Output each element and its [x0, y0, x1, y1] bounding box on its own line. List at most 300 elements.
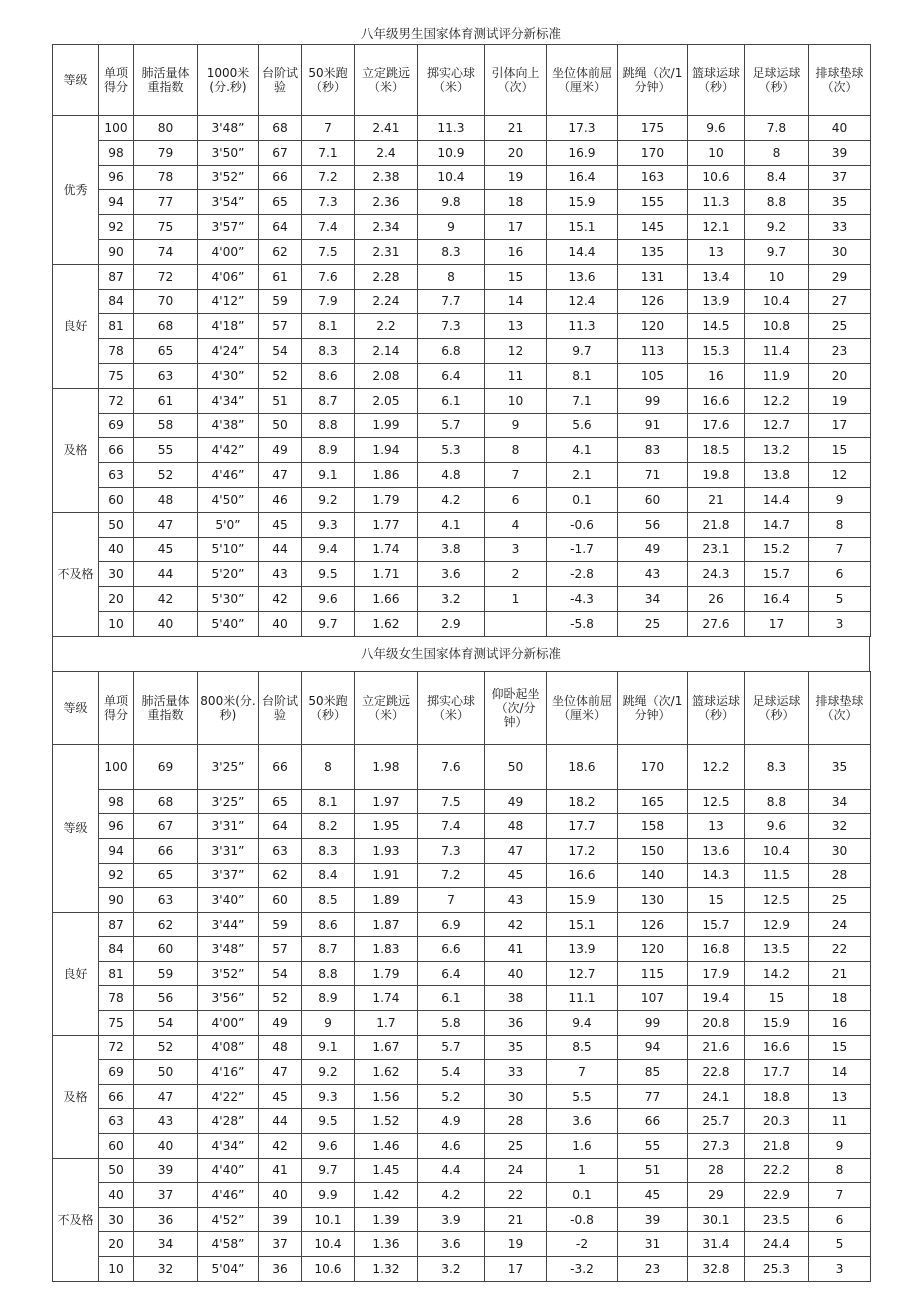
girls-table-cell: 38 [485, 986, 547, 1011]
girls-table-cell: 10.4 [302, 1232, 355, 1257]
girls-header-row [53, 671, 871, 744]
girls-table-cell: 4'34” [198, 1134, 259, 1159]
boys-header-cell: 等级 [53, 45, 99, 116]
boys-table-cell: 3 [809, 611, 871, 636]
boys-table-cell: 4 [485, 512, 547, 537]
boys-table-cell: 58 [134, 413, 198, 438]
girls-table-cell: 57 [259, 937, 302, 962]
boys-table-cell: 1.94 [355, 438, 418, 463]
boys-header-cell: 单项得分 [99, 45, 134, 116]
girls-table-cell: 15 [688, 888, 745, 913]
girls-header-cell: 掷实心球（米） [418, 671, 485, 744]
boys-table-cell: 33 [809, 215, 871, 240]
girls-table-cell: 43 [485, 888, 547, 913]
boys-table-cell: 2.05 [355, 388, 418, 413]
boys-table-cell: 91 [618, 413, 688, 438]
girls-table-cell: 0.1 [547, 1183, 618, 1208]
girls-table-cell: 7 [418, 888, 485, 913]
girls-table-cell: 13 [809, 1084, 871, 1109]
girls-header-cell: 800米(分.秒) [198, 671, 259, 744]
boys-table-cell: 126 [618, 289, 688, 314]
girls-table-cell: 5.8 [418, 1011, 485, 1036]
boys-table-cell: 3'57” [198, 215, 259, 240]
boys-table-cell: 8.1 [302, 314, 355, 339]
girls-table-cell: 60 [99, 1134, 134, 1159]
girls-table-cell: 17.9 [688, 961, 745, 986]
girls-table-cell: 3.6 [418, 1232, 485, 1257]
girls-header-cell: 台阶试验 [259, 671, 302, 744]
boys-table-cell: 3.6 [418, 562, 485, 587]
boys-table-cell: 23.1 [688, 537, 745, 562]
girls-table-cell: 107 [618, 986, 688, 1011]
boys-table-cell: 63 [99, 463, 134, 488]
boys-table-title: 八年级男生国家体育测试评分新标准 [360, 26, 561, 41]
girls-table-cell: 4'52” [198, 1207, 259, 1232]
boys-table-row [53, 463, 871, 488]
boys-level-cell: 不及格 [53, 512, 99, 636]
girls-table-cell: 40 [259, 1183, 302, 1208]
girls-header-cell: 坐位体前屈（厘米） [547, 671, 618, 744]
boys-table-cell: 40 [134, 611, 198, 636]
girls-table-cell: 1 [547, 1158, 618, 1183]
boys-table-cell: 2.2 [355, 314, 418, 339]
girls-header-cell: 等级 [53, 671, 99, 744]
boys-table-cell: 51 [259, 388, 302, 413]
girls-table-cell: 99 [618, 1011, 688, 1036]
boys-table-cell: 45 [134, 537, 198, 562]
girls-table-cell: 22.8 [688, 1060, 745, 1085]
boys-table-cell: 18 [485, 190, 547, 215]
girls-table-cell: 3'31” [198, 838, 259, 863]
boys-table-row [53, 264, 871, 289]
boys-table-cell: 37 [809, 165, 871, 190]
girls-table-cell: 77 [618, 1084, 688, 1109]
girls-table-cell: 3'56” [198, 986, 259, 1011]
girls-header-cell: 50米跑（秒） [302, 671, 355, 744]
boys-table-cell: 52 [259, 363, 302, 388]
girls-table-cell: 5.5 [547, 1084, 618, 1109]
boys-table-cell: 9.1 [302, 463, 355, 488]
girls-table-cell: 11 [809, 1109, 871, 1134]
boys-table-cell: 5'0” [198, 512, 259, 537]
boys-table-cell: 135 [618, 239, 688, 264]
girls-table-cell: 11.1 [547, 986, 618, 1011]
boys-table-cell: 61 [134, 388, 198, 413]
boys-table-cell: 47 [134, 512, 198, 537]
boys-table-cell: 65 [259, 190, 302, 215]
girls-table-cell: 4'40” [198, 1158, 259, 1183]
boys-table-cell: 11.3 [418, 116, 485, 141]
boys-table-cell: 8 [745, 140, 809, 165]
boys-table-cell: 0.1 [547, 487, 618, 512]
girls-table-cell: 30 [809, 838, 871, 863]
boys-table-cell: 6 [485, 487, 547, 512]
boys-table-cell: 8.8 [302, 413, 355, 438]
girls-table-cell: 1.56 [355, 1084, 418, 1109]
boys-table-cell: 6.8 [418, 339, 485, 364]
girls-table-cell: 66 [618, 1109, 688, 1134]
boys-table-cell: 3.8 [418, 537, 485, 562]
boys-table-cell: 66 [259, 165, 302, 190]
girls-table-cell: 23 [618, 1257, 688, 1282]
boys-table-cell: 9.5 [302, 562, 355, 587]
girls-header-cell: 仰卧起坐（次/分钟） [485, 671, 547, 744]
boys-table-cell: 7 [809, 537, 871, 562]
girls-table-cell: 28 [688, 1158, 745, 1183]
boys-table-cell: 2.31 [355, 239, 418, 264]
boys-table-cell: 15.3 [688, 339, 745, 364]
boys-table-cell: 99 [618, 388, 688, 413]
boys-level-cell: 优秀 [53, 116, 99, 265]
boys-table-cell: 78 [99, 339, 134, 364]
boys-table-cell: 16.4 [547, 165, 618, 190]
girls-table-cell: 4'16” [198, 1060, 259, 1085]
girls-table-cell: 40 [134, 1134, 198, 1159]
boys-level-cell: 良好 [53, 264, 99, 388]
boys-table-cell: 40 [259, 611, 302, 636]
boys-table-cell: 25 [618, 611, 688, 636]
girls-table-cell: 36 [259, 1257, 302, 1282]
girls-table-cell: 68 [134, 789, 198, 814]
boys-table-row [53, 562, 871, 587]
boys-table-cell: 5.7 [418, 413, 485, 438]
girls-table-row [53, 814, 871, 839]
boys-table-cell: 16.6 [688, 388, 745, 413]
girls-table-row [53, 1084, 871, 1109]
boys-table-cell: 113 [618, 339, 688, 364]
girls-table-cell: 1.45 [355, 1158, 418, 1183]
girls-table-cell: -0.8 [547, 1207, 618, 1232]
boys-table-row [53, 438, 871, 463]
girls-table-cell: 3'48” [198, 937, 259, 962]
girls-table-cell: 1.83 [355, 937, 418, 962]
girls-table-cell: 9.4 [547, 1011, 618, 1036]
girls-table-row [53, 1183, 871, 1208]
girls-table-cell: 37 [259, 1232, 302, 1257]
boys-table-cell: 10 [99, 611, 134, 636]
girls-table-cell: 56 [134, 986, 198, 1011]
boys-table-cell: 7.5 [302, 239, 355, 264]
girls-table-cell: 7.5 [418, 789, 485, 814]
boys-table-cell: 3 [485, 537, 547, 562]
girls-table-cell: 42 [259, 1134, 302, 1159]
boys-table-cell: 71 [618, 463, 688, 488]
boys-table-cell: 7.3 [302, 190, 355, 215]
girls-table-cell: 1.95 [355, 814, 418, 839]
girls-table-cell: 115 [618, 961, 688, 986]
boys-table-cell: 1.79 [355, 487, 418, 512]
boys-table-cell: 15 [809, 438, 871, 463]
girls-table-cell: 54 [134, 1011, 198, 1036]
girls-header-cell: 跳绳（次/1分钟） [618, 671, 688, 744]
boys-table-cell: 17 [485, 215, 547, 240]
girls-table-cell: 7.3 [418, 838, 485, 863]
girls-table-cell: 13.5 [745, 937, 809, 962]
girls-table-cell: 32 [134, 1257, 198, 1282]
girls-table-cell: 35 [809, 744, 871, 789]
boys-table-cell: 40 [99, 537, 134, 562]
girls-table-row [53, 1232, 871, 1257]
girls-table-cell: 4.9 [418, 1109, 485, 1134]
girls-table-cell: 48 [259, 1035, 302, 1060]
girls-table-cell: 63 [99, 1109, 134, 1134]
boys-table-cell: 14.5 [688, 314, 745, 339]
boys-table-cell: 15.9 [547, 190, 618, 215]
girls-table-cell: 21 [485, 1207, 547, 1232]
girls-table-cell: 8.3 [745, 744, 809, 789]
girls-table-cell: 126 [618, 912, 688, 937]
boys-table-cell: 52 [134, 463, 198, 488]
boys-table-cell: 21 [485, 116, 547, 141]
girls-table-cell: 60 [259, 888, 302, 913]
boys-table-cell: 9.4 [302, 537, 355, 562]
girls-table-cell: 41 [259, 1158, 302, 1183]
girls-table-cell: 52 [259, 986, 302, 1011]
boys-table-cell: 43 [259, 562, 302, 587]
girls-table-cell: 15.9 [547, 888, 618, 913]
girls-table-cell: 19 [485, 1232, 547, 1257]
girls-table-cell: 22.9 [745, 1183, 809, 1208]
girls-table-cell: 67 [134, 814, 198, 839]
girls-table-cell: 4.2 [418, 1183, 485, 1208]
boys-table-cell: 64 [259, 215, 302, 240]
girls-table-cell: 17.7 [745, 1060, 809, 1085]
girls-table-cell: 45 [259, 1084, 302, 1109]
girls-table-row [53, 1035, 871, 1060]
girls-level-cell: 等级 [53, 744, 99, 912]
girls-table-cell: 4.4 [418, 1158, 485, 1183]
girls-table-cell: 24 [485, 1158, 547, 1183]
girls-table-cell: 17 [485, 1257, 547, 1282]
girls-table-cell: 3'25” [198, 789, 259, 814]
girls-table-cell: 31 [618, 1232, 688, 1257]
boys-table-cell: 7.3 [418, 314, 485, 339]
boys-table-cell: 10.4 [745, 289, 809, 314]
boys-table-cell: 4.8 [418, 463, 485, 488]
girls-table-cell: 9.3 [302, 1084, 355, 1109]
girls-table-cell: 55 [618, 1134, 688, 1159]
girls-table-cell: 3.2 [418, 1257, 485, 1282]
boys-table-cell: 98 [99, 140, 134, 165]
girls-table-cell: 1.87 [355, 912, 418, 937]
girls-table-row [53, 1109, 871, 1134]
boys-table-cell: 1.99 [355, 413, 418, 438]
boys-table-cell: 2.41 [355, 116, 418, 141]
girls-table-cell: 13.6 [688, 838, 745, 863]
boys-table-cell: 4.1 [418, 512, 485, 537]
girls-table-row [53, 1060, 871, 1085]
boys-table-cell: 79 [134, 140, 198, 165]
boys-table-cell: 7.6 [302, 264, 355, 289]
girls-table-cell: 9.9 [302, 1183, 355, 1208]
boys-table-cell: 13 [688, 239, 745, 264]
boys-table-cell: 8 [485, 438, 547, 463]
boys-table-cell: 12.1 [688, 215, 745, 240]
girls-table-cell: 47 [259, 1060, 302, 1085]
boys-table-cell: 131 [618, 264, 688, 289]
boys-table-cell: 4'00” [198, 239, 259, 264]
boys-table-row [53, 388, 871, 413]
boys-table-cell: 5.3 [418, 438, 485, 463]
boys-table-row [53, 413, 871, 438]
boys-table-cell: 7.9 [302, 289, 355, 314]
girls-table-cell: 7.2 [418, 863, 485, 888]
girls-table-cell: 9.1 [302, 1035, 355, 1060]
boys-table-cell: 4'46” [198, 463, 259, 488]
boys-table-row [53, 289, 871, 314]
girls-header-cell: 篮球运球（秒） [688, 671, 745, 744]
boys-table-cell: 13.2 [745, 438, 809, 463]
boys-table-row [53, 363, 871, 388]
boys-table-cell: 45 [259, 512, 302, 537]
girls-table-cell: 39 [259, 1207, 302, 1232]
girls-table-cell: 81 [99, 961, 134, 986]
girls-score-table [52, 671, 871, 1282]
girls-table-cell: 5 [809, 1232, 871, 1257]
boys-table-cell: 56 [618, 512, 688, 537]
boys-table-row [53, 140, 871, 165]
girls-table-cell: 20.8 [688, 1011, 745, 1036]
girls-table-cell: 8 [809, 1158, 871, 1183]
boys-table-cell: 83 [618, 438, 688, 463]
boys-table-cell: 2.38 [355, 165, 418, 190]
girls-table-cell: 150 [618, 838, 688, 863]
girls-table-cell: 54 [259, 961, 302, 986]
girls-table-cell: 3'37” [198, 863, 259, 888]
girls-level-cell: 良好 [53, 912, 99, 1035]
boys-table-cell: 10.4 [418, 165, 485, 190]
boys-table-cell: 12.4 [547, 289, 618, 314]
boys-table-row [53, 116, 871, 141]
boys-table-cell: 23 [809, 339, 871, 364]
girls-table-cell: 3'31” [198, 814, 259, 839]
boys-table-cell: 87 [99, 264, 134, 289]
boys-table-cell: 2.4 [355, 140, 418, 165]
boys-table-cell: 1.77 [355, 512, 418, 537]
girls-table-cell: 32.8 [688, 1257, 745, 1282]
girls-table-cell: 25.3 [745, 1257, 809, 1282]
boys-table-cell: 65 [134, 339, 198, 364]
girls-table-cell: 4.6 [418, 1134, 485, 1159]
boys-table-cell: 1.86 [355, 463, 418, 488]
girls-table-cell: 1.42 [355, 1183, 418, 1208]
girls-table-cell: 12.7 [547, 961, 618, 986]
boys-table-cell: 2.1 [547, 463, 618, 488]
boys-table-cell: 61 [259, 264, 302, 289]
boys-table-cell: 3'48” [198, 116, 259, 141]
girls-table-cell: 1.74 [355, 986, 418, 1011]
boys-table-row [53, 165, 871, 190]
boys-table-cell: 163 [618, 165, 688, 190]
boys-table-cell: 27 [809, 289, 871, 314]
girls-table-cell: 12.5 [745, 888, 809, 913]
girls-table-cell: 9.2 [302, 1060, 355, 1085]
boys-table-cell: 57 [259, 314, 302, 339]
boys-table-cell: 4'18” [198, 314, 259, 339]
boys-table-cell: 49 [259, 438, 302, 463]
boys-table-row [53, 215, 871, 240]
girls-table-cell: 96 [99, 814, 134, 839]
girls-table-cell: 25 [485, 1134, 547, 1159]
boys-table-cell: 20 [99, 587, 134, 612]
boys-table-cell: 6.1 [418, 388, 485, 413]
boys-table-cell: 2.36 [355, 190, 418, 215]
girls-table-cell: 98 [99, 789, 134, 814]
girls-table-cell: 10.6 [302, 1257, 355, 1282]
girls-table-cell: 16.8 [688, 937, 745, 962]
boys-table-cell: 30 [809, 239, 871, 264]
girls-table-cell: 7.4 [418, 814, 485, 839]
boys-header-cell: 足球运球（秒） [745, 45, 809, 116]
boys-table-cell: 12.2 [745, 388, 809, 413]
girls-table-cell: 158 [618, 814, 688, 839]
boys-table-cell: 8.6 [302, 363, 355, 388]
boys-table-cell: 13.8 [745, 463, 809, 488]
boys-table-cell: 9.8 [418, 190, 485, 215]
boys-table-cell: 68 [134, 314, 198, 339]
boys-table-cell: 5.6 [547, 413, 618, 438]
boys-table-cell: 8.3 [418, 239, 485, 264]
girls-table-cell: 9 [809, 1134, 871, 1159]
girls-header-cell: 立定跳远（米） [355, 671, 418, 744]
boys-table-cell: 9 [418, 215, 485, 240]
boys-table-cell: 13.4 [688, 264, 745, 289]
boys-table-cell: 35 [809, 190, 871, 215]
boys-table-cell: 16 [485, 239, 547, 264]
girls-table-cell: 63 [259, 838, 302, 863]
girls-table-cell: 8.8 [302, 961, 355, 986]
boys-table-cell: 1.62 [355, 611, 418, 636]
boys-table-cell: 72 [134, 264, 198, 289]
boys-table-cell: 12.7 [745, 413, 809, 438]
boys-table-cell: 81 [99, 314, 134, 339]
girls-table-cell: 6.1 [418, 986, 485, 1011]
girls-table-cell: 3.9 [418, 1207, 485, 1232]
girls-table-cell: 8.3 [302, 838, 355, 863]
girls-table-cell: 24 [809, 912, 871, 937]
girls-table-cell: 24.1 [688, 1084, 745, 1109]
girls-table-cell: 42 [485, 912, 547, 937]
girls-table-cell: 21 [809, 961, 871, 986]
boys-table-cell: 3'54” [198, 190, 259, 215]
girls-table-cell: 34 [809, 789, 871, 814]
girls-table-row [53, 1011, 871, 1036]
girls-table-cell: 85 [618, 1060, 688, 1085]
girls-table-cell: 23.5 [745, 1207, 809, 1232]
boys-table-cell: 20 [809, 363, 871, 388]
boys-table-cell: 50 [99, 512, 134, 537]
boys-table-cell: 47 [259, 463, 302, 488]
boys-table-cell: 63 [134, 363, 198, 388]
boys-table-cell: 7.4 [302, 215, 355, 240]
girls-table-cell: 22.2 [745, 1158, 809, 1183]
girls-table-cell: 51 [618, 1158, 688, 1183]
boys-table-cell: 5'10” [198, 537, 259, 562]
boys-table-cell: 11.4 [745, 339, 809, 364]
girls-table-cell: 8.5 [547, 1035, 618, 1060]
girls-table-cell: 50 [99, 1158, 134, 1183]
girls-header-cell: 足球运球（秒） [745, 671, 809, 744]
girls-table-cell: -2 [547, 1232, 618, 1257]
girls-table-cell: 8.7 [302, 937, 355, 962]
girls-table-cell: 10.4 [745, 838, 809, 863]
boys-table-cell: 75 [134, 215, 198, 240]
girls-table-cell: 28 [809, 863, 871, 888]
boys-table-cell: 120 [618, 314, 688, 339]
girls-table-cell: 28 [485, 1109, 547, 1134]
boys-table-cell: 39 [809, 140, 871, 165]
boys-table-cell: 4.1 [547, 438, 618, 463]
